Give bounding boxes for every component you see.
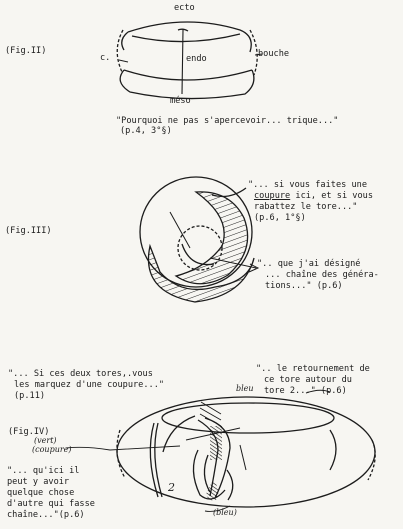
fig3-quote1-coupure: coupure	[254, 191, 291, 201]
fig2-quote-line1: "Pourquoi ne pas s'apercevoir... trique..."	[116, 116, 339, 126]
fig4-torus-drawing	[117, 390, 375, 507]
number-2: 2	[168, 481, 175, 494]
fig4-quote-bottom-line4: d'autre qui fasse	[7, 499, 95, 509]
fig3-quote2-line2: ... chaîne des généra-	[265, 270, 379, 280]
fig3-quote1-line2	[254, 191, 373, 202]
hand-label-bleu-top: bleu	[236, 384, 254, 393]
fig4-quote-right-line2: ce tore autour du	[264, 375, 352, 385]
fig3-quote2-line1: ".. que j'ai désigné	[257, 259, 361, 269]
label-endo: endo	[186, 54, 207, 64]
fig4-hatched-lower-mark	[206, 480, 218, 500]
fig4-quote-left-line1: "... Si ces deux tores,.vous	[8, 369, 153, 379]
fig3-quote1-line1: "... si vous faites une	[248, 180, 367, 190]
hand-label-bleu-bottom: (bleu)	[213, 508, 237, 517]
fig3-quote2-line3: tions..." (p.6)	[265, 281, 343, 291]
label-c: c.	[100, 53, 111, 63]
hand-label-coupure: (coupure)	[32, 445, 72, 454]
hand-label-vert: (vert)	[34, 436, 57, 445]
fig4-quote-left-line2: les marquez d'une coupure..."	[14, 380, 165, 390]
fig4-hatched-coupure-mark	[210, 426, 222, 460]
label-meso: méso	[170, 96, 191, 106]
fig4-quote-bottom-line3: quelque chose	[7, 488, 75, 498]
fig4-quote-left-line3: (p.11)	[14, 391, 46, 401]
fig4-quote-right-line3: tore 2..." (p.6)	[264, 386, 347, 396]
fig3-quote1-line4: (p.6, 1°§)	[254, 213, 306, 223]
fig3-label: (Fig.III)	[5, 226, 52, 236]
fig4-vert-pointer	[66, 446, 180, 450]
fig4-label: (Fig.IV)	[8, 427, 50, 437]
label-bouche: bouche	[258, 49, 290, 59]
fig4-quote-bottom-line5: chaîne..."(p.6)	[7, 510, 85, 520]
fig4-quote-right-line1: ".. le retournement de	[256, 364, 370, 374]
fig4-quote-bottom-line1: "... qu'ici il	[7, 466, 80, 476]
label-ecto: ecto	[174, 3, 195, 13]
fig4-quote-bottom-line2: peut y avoir	[7, 477, 70, 487]
fig2-quote-line2: (p.4, 3°§)	[120, 126, 172, 136]
fig3-quote1-line2-rest: ici, et si vous	[290, 191, 374, 201]
fig3-torus-drawing	[140, 177, 258, 302]
fig2-label: (Fig.II)	[5, 46, 47, 56]
fig3-quote1-line3: rabattez le tore..."	[254, 202, 358, 212]
